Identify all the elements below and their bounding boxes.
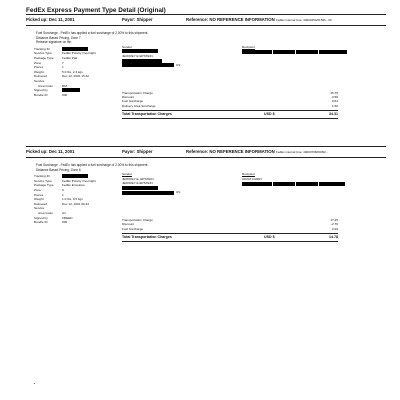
redacted-block [319,50,347,54]
field-pieces: Pieces 1 [34,65,64,70]
field-delivered: Delivered Dec 12, 2001 09:44 [34,201,90,206]
picked-up-date: Picked up: Dec 11, 2001 [26,149,75,154]
note-line: Fuel Surcharge - FedEx has applied a fuel surcharge of 2.00% to this shipment. [36,163,149,167]
shipment-fields [34,47,134,98]
shipment-1 [26,14,386,135]
redacted-block [122,63,174,67]
field-weight: Weight 1.0 lbs, 0.5 kgs [34,197,83,202]
redacted-block [62,88,80,92]
shipment-fields [34,174,134,225]
charges-table [122,218,338,242]
field-weight: Weight 5.0 lbs, 2.3 kgs [34,69,83,74]
sender-name: JEFFREY E. EPSTEIN [122,176,154,181]
sender-block [122,45,180,68]
recipient-name: ADAM CAREY [242,176,263,181]
total-label: Total Transportation Charges [122,111,172,116]
field-bundle-id: Bundle ID 000 [34,92,68,97]
charge-row: Fuel Surcharge 0.29 [122,226,338,231]
field-signed-by: Signed by [34,88,134,93]
field-tracking-id: Tracking ID [34,47,134,52]
recipient-heading: Recipient [242,44,255,49]
note-line: Release signature on file. [36,40,72,45]
total-currency: USD $ [264,235,275,240]
shipment-notes [36,31,386,45]
internal-use: FedEx internal Use: 40000454/01596...00 [276,18,332,22]
redacted-block [122,191,174,195]
redacted-block [296,182,318,186]
charge-row: Transportation Charge 17.25 [122,218,338,223]
redacted-block [242,50,272,54]
redacted-block [62,174,88,178]
field-signed-by: Signed by FREED [34,215,73,220]
page-mark [34,383,35,384]
sender-heading: Sender [122,44,132,49]
internal-use: FedEx internal Use: 40000708/00052... [276,150,329,154]
field-zone: Zone 7 [34,60,64,65]
sender-company: JEFFREY E EPSTEIN [122,181,153,185]
field-package-type: Package Type FedEx Envelope [34,183,85,188]
charge-row: Transportation Charge 35.75 [122,90,338,95]
field-service: Service [34,78,45,83]
sender-heading: Sender [122,172,132,177]
sender-country: US [176,190,181,195]
field-pieces: Pieces 1 [34,192,64,197]
sender-country-row [122,63,180,67]
redacted-block [273,182,295,186]
redacted-block [62,47,88,51]
note-line: Fuel Surcharge - FedEx has applied a fuel surcharge of 2.00% to this shipment. [36,31,149,35]
shipment-body [26,45,386,135]
shipment-header [26,146,386,158]
shipment-header [26,14,386,26]
reference: Reference: NO REFERENCE INFORMATION [186,17,275,22]
recipient-block [242,45,347,54]
sender-country: US [176,63,181,67]
page-title: FedEx Express Payment Type Detail (Original) [26,7,166,14]
charge-row: Discount -3.58 [122,95,338,100]
sender-country-row [122,190,180,194]
recipient-block [242,172,345,186]
field-service-type: Service Type FedEx Priority Overnight [34,51,96,56]
field-zone: Zone 6 [34,187,64,192]
redacted-block [242,182,272,186]
field-service-type: Service Type FedEx Priority Overnight [34,178,96,183]
field-tracking-id: Tracking ID [34,174,134,179]
total-currency: USD $ [264,111,275,116]
payor: Payor: Shipper [122,17,153,22]
field-bundle-id: Bundle ID 000 [34,220,68,225]
charges-table [122,91,338,119]
total-row [122,233,338,242]
sender-name: JEFFREY E EPSTEIN [122,53,153,58]
charge-row: Fuel Surcharge 0.64 [122,99,338,104]
field-package-type: Package Type FedEx Pak [34,55,78,60]
sender-block [122,172,180,195]
reference: Reference: NO REFERENCE INFORMATION [186,149,275,154]
recipient-heading: Recipient [242,172,255,177]
field-area-code: Area Code RM [38,83,67,88]
field-area-code: Area Code A1 [38,210,66,215]
charge-row: Discount -2.76 [122,222,338,227]
redacted-block [122,49,158,53]
total-row [122,110,338,119]
charge-row: Delivery Area Surcharge 1.50 [122,103,338,108]
shipment-body [26,172,386,262]
shipment-2 [26,146,386,262]
picked-up-date: Picked up: Dec 11, 2001 [26,17,75,22]
redacted-block [319,182,345,186]
redacted-block [296,50,318,54]
total-value: 14.78 [329,235,338,240]
note-line: Distance Based Pricing, Zone 7 [36,35,81,40]
payor: Payor: Shipper [122,149,153,154]
total-label: Total Transportation Charges [122,235,172,240]
field-delivered: Delivered Dec 12, 2001 15:42 [34,74,90,79]
note-line: Distance Based Pricing, Zone 6 [36,167,81,172]
shipment-notes [36,163,386,172]
total-value: 34.31 [329,111,338,116]
field-service: Service [34,206,45,211]
redacted-block [273,50,295,54]
